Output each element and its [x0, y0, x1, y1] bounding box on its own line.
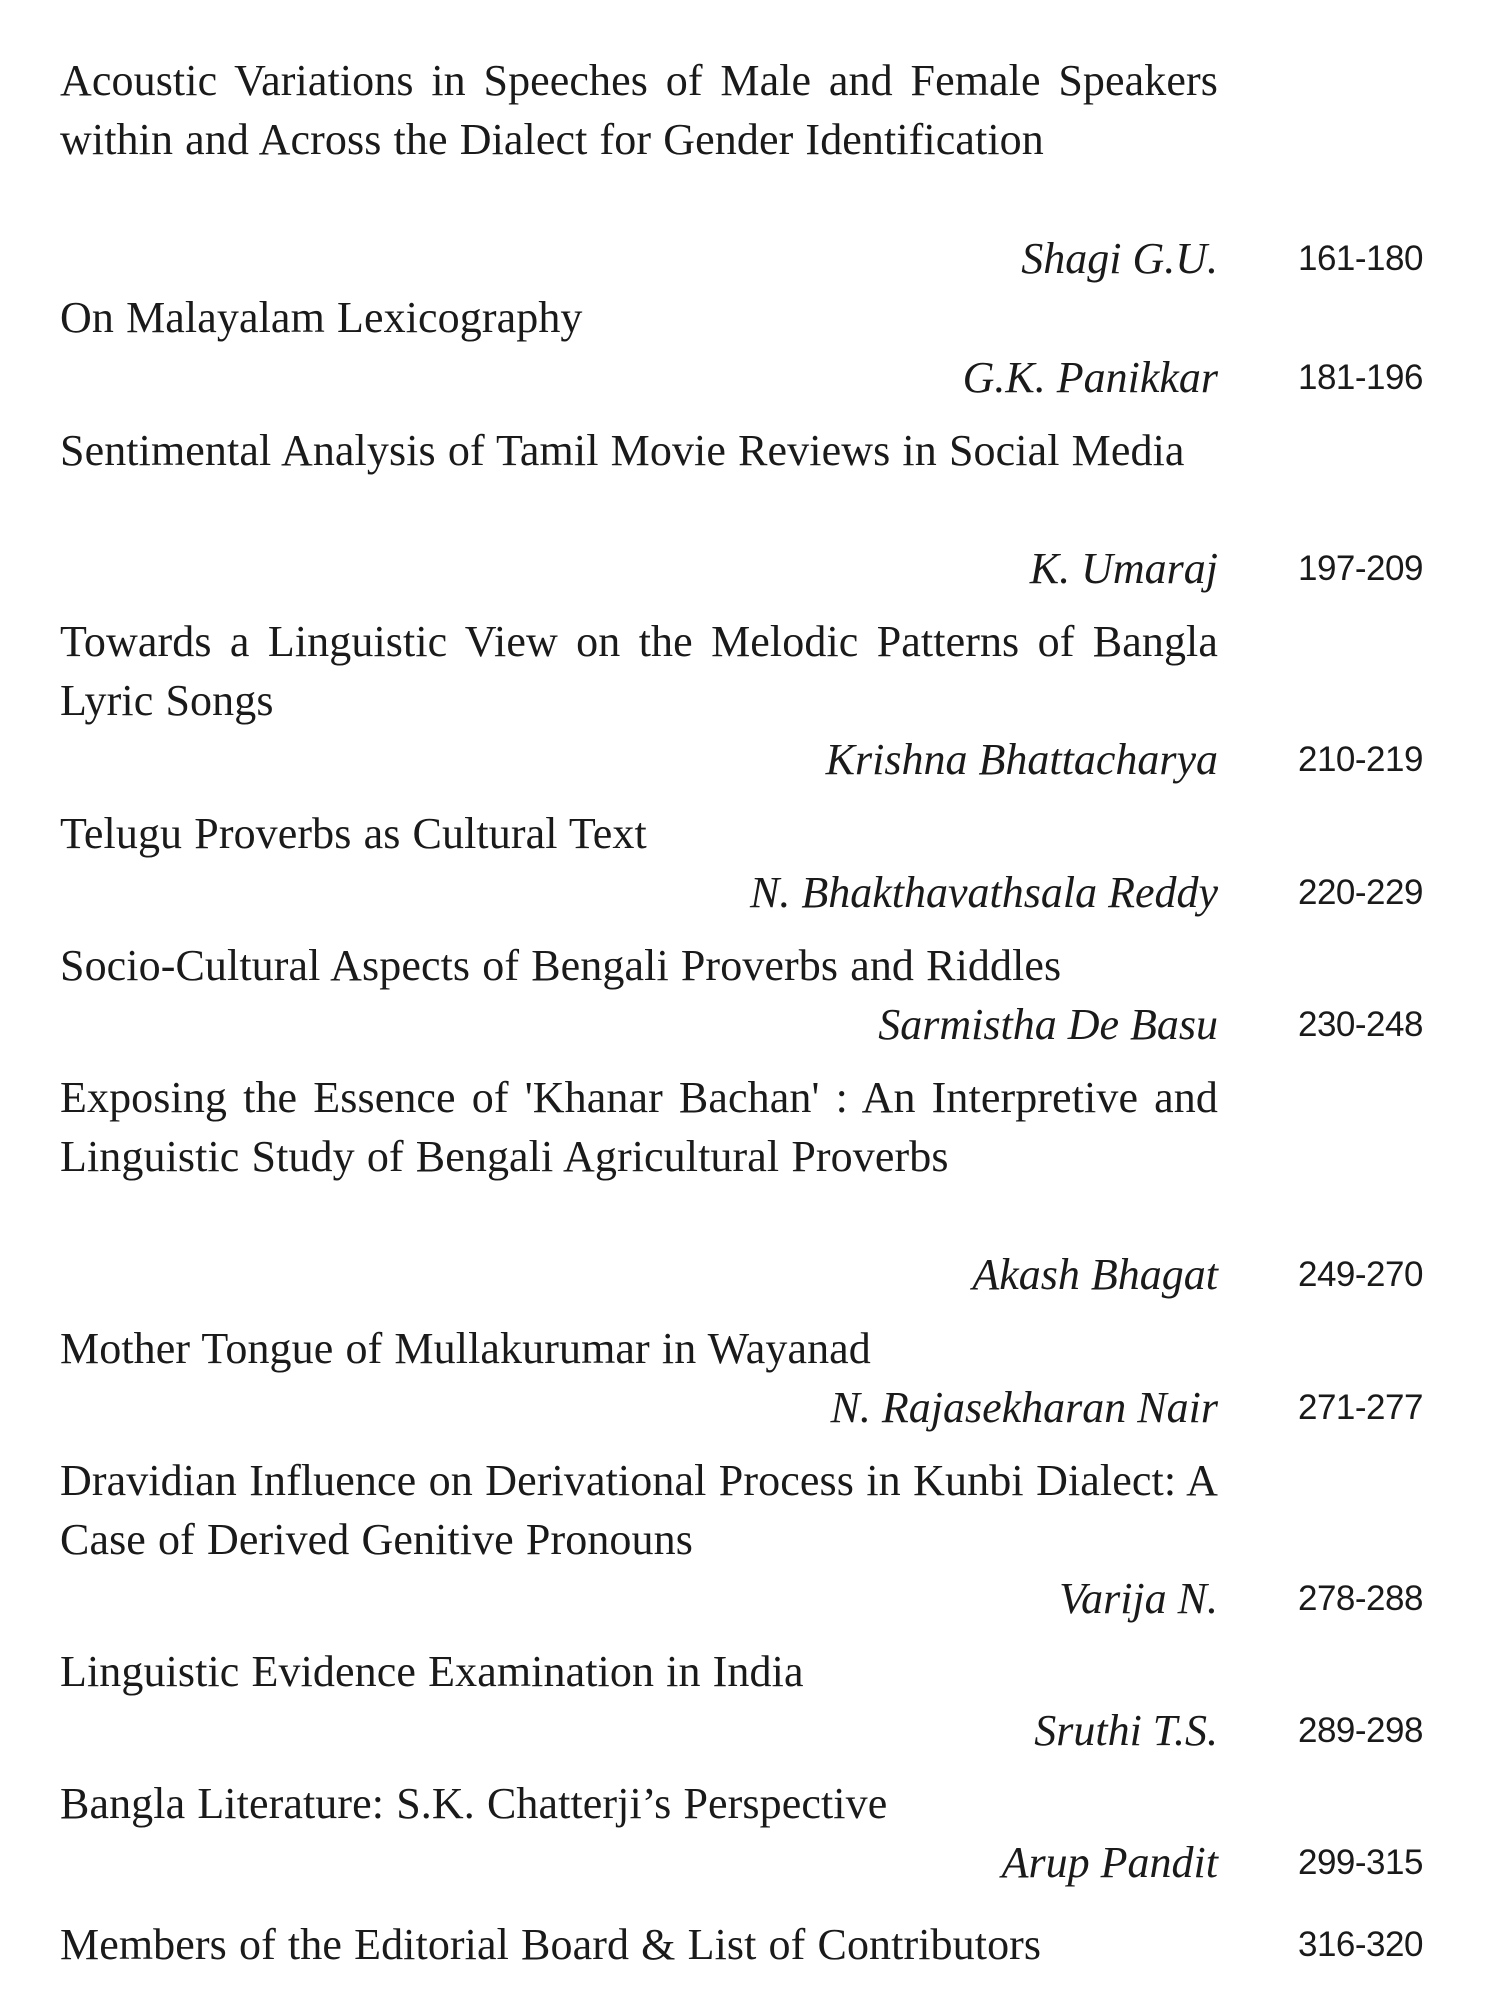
page-range: 289-298: [1298, 1711, 1423, 1750]
article-author: Sarmistha De Basu: [878, 1000, 1218, 1049]
page-range: 230-248: [1298, 1005, 1423, 1044]
article-author: Arup Pandit: [1001, 1838, 1218, 1887]
article-title: Members of the Editorial Board & List of Contributors: [60, 1920, 1042, 1969]
page-range: 197-209: [1298, 549, 1423, 588]
article-author: G.K. Panikkar: [962, 353, 1218, 402]
article-author: K. Umaraj: [1029, 544, 1218, 593]
page-range: 181-196: [1298, 358, 1423, 397]
article-title: Sentimental Analysis of Tamil Movie Reviews in Social Media: [60, 426, 1185, 475]
page-range: 271-277: [1298, 1388, 1423, 1427]
page-range: 316-320: [1298, 1925, 1423, 1964]
page-range: 299-315: [1298, 1843, 1423, 1882]
article-author: Krishna Bhattacharya: [825, 735, 1218, 784]
page-range: 220-229: [1298, 873, 1423, 912]
article-author: Sruthi T.S.: [1034, 1706, 1218, 1755]
article-title: Towards a Linguistic View on the Melodic Patterns of Bangla Lyric Songs: [60, 617, 1218, 725]
page-range: 278-288: [1298, 1579, 1423, 1618]
article-title: Dravidian Influence on Derivational Process in Kunbi Dialect: A Case of Derived Genitive Pronouns: [60, 1456, 1218, 1564]
article-author: N. Rajasekharan Nair: [830, 1383, 1218, 1432]
article-title: Socio-Cultural Aspects of Bengali Proverbs and Riddles: [60, 941, 1062, 990]
article-author: Varija N.: [1059, 1574, 1218, 1623]
article-title: Telugu Proverbs as Cultural Text: [60, 809, 647, 858]
article-title: Exposing the Essence of 'Khanar Bachan' : An Interpretive and Linguistic Study of Bengali Agricultural Proverbs: [60, 1073, 1218, 1181]
article-author: N. Bhakthavathsala Reddy: [749, 868, 1218, 917]
page-range: 210-219: [1298, 740, 1423, 779]
page-range: 249-270: [1298, 1255, 1423, 1294]
page-range: 161-180: [1298, 239, 1423, 278]
article-title: Linguistic Evidence Examination in India: [60, 1647, 804, 1696]
article-title: Acoustic Variations in Speeches of Male and Female Speakers within and Across the Dialect for Gender Identification: [60, 56, 1218, 164]
article-title: On Malayalam Lexicography: [60, 293, 583, 342]
article-title: Bangla Literature: S.K. Chatterji’s Perspective: [60, 1779, 888, 1828]
article-title: Mother Tongue of Mullakurumar in Wayanad: [60, 1324, 871, 1373]
article-author: Akash Bhagat: [972, 1250, 1218, 1299]
article-author: Shagi G.U.: [1021, 234, 1218, 283]
